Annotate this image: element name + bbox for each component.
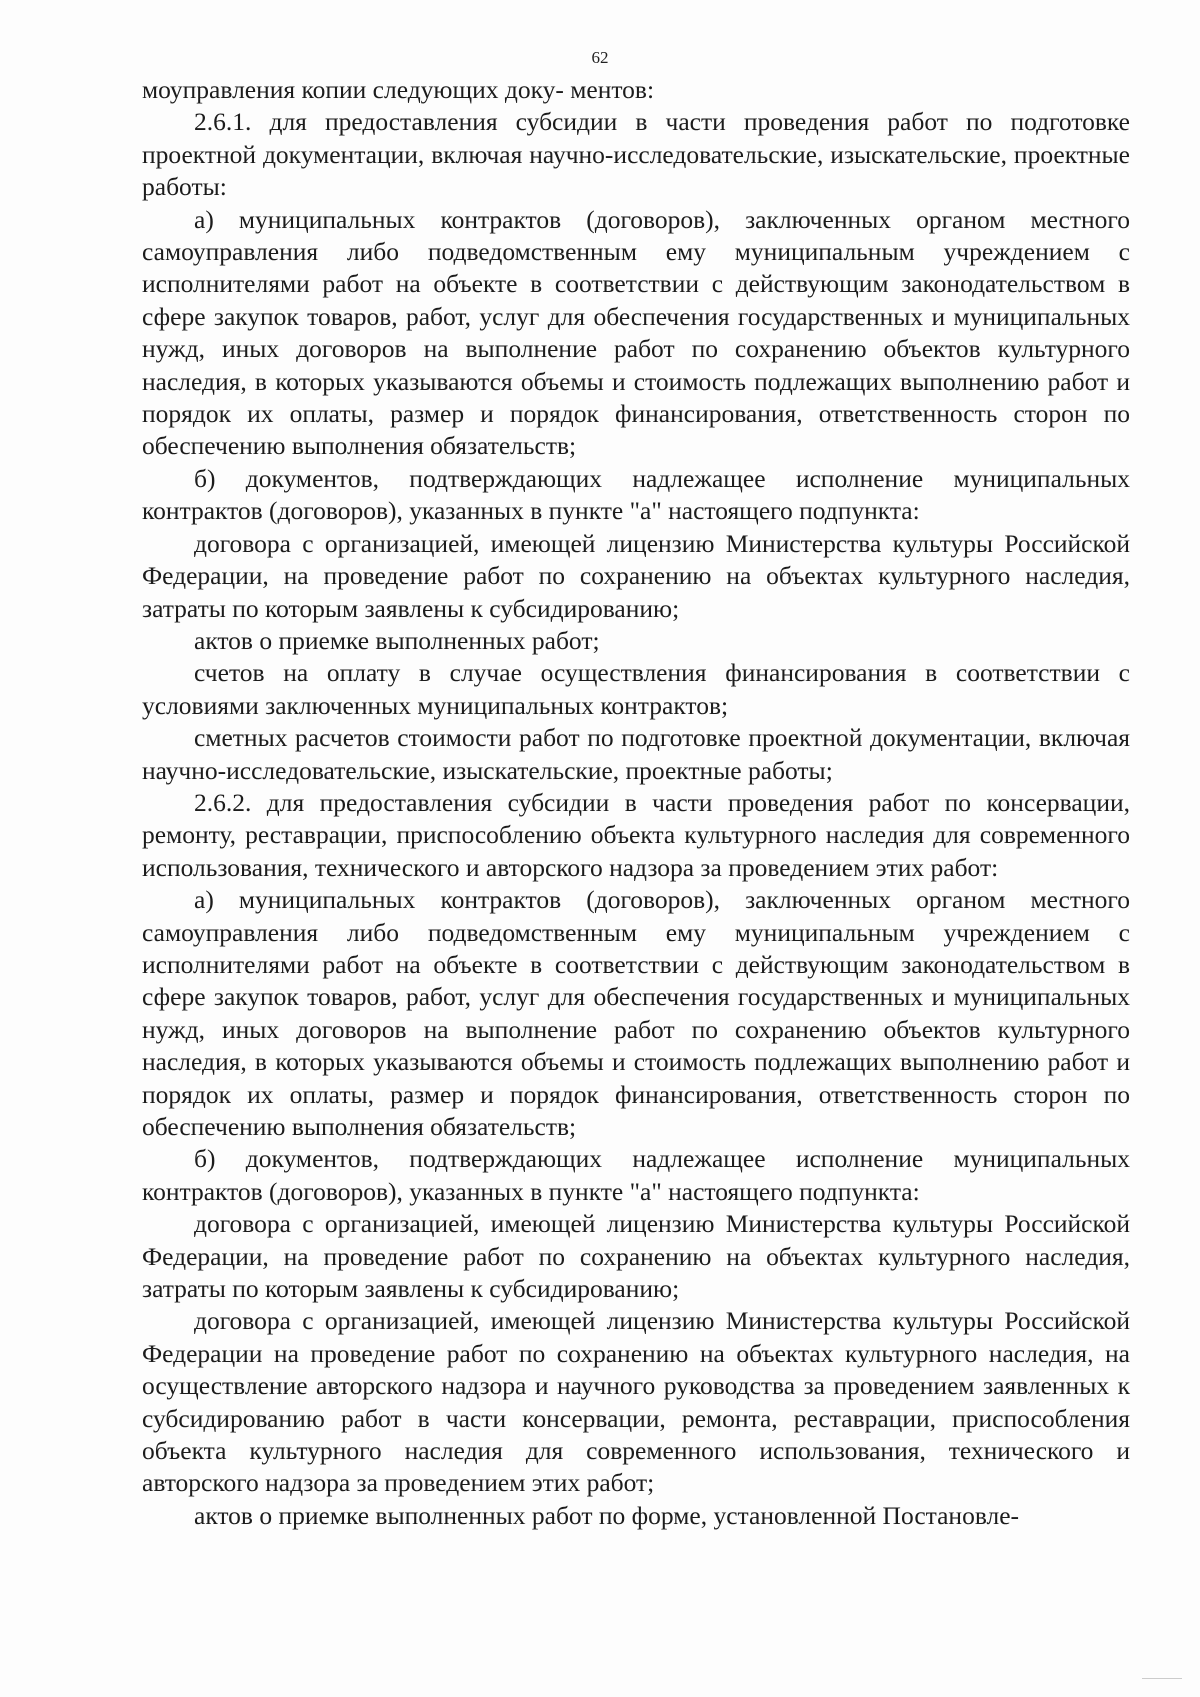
paragraph-2-6-2-heading: 2.6.2. для предоставления субсидии в части проведения работ по консервации, ремонту, реставрации, приспособлению объекта культурного наследия для современного использования, технического и авторского надзора за проведением этих работ: — [142, 787, 1130, 882]
paragraph-2-6-1-heading: 2.6.1. для предоставления субсидии в части проведения работ по подготовке проектной документации, включая научно-исследовательские, изыскательские, проектные работы: — [142, 107, 1130, 202]
paragraph-acceptance-acts-form: актов о приемке выполненных работ по форме, установленной Постановле- — [194, 1500, 1020, 1530]
scan-artifact — [1142, 1678, 1182, 1685]
paragraph-item-b-documents-2: б) документов, подтверждающих надлежащее исполнение муниципальных контрактов (договоров), указанных в пункте "а" настоящего подпункта: — [142, 1144, 1130, 1206]
paragraph-continuation: моуправления копии следующих доку- ментов: — [142, 75, 655, 104]
paragraph-supervision-contract: договора с организацией, имеющей лицензию Министерства культуры Российской Федерации на проведение работ по сохранению на объектах культурного наследия, на осуществление авторского надзора и научного руководства за проведением заявленных к субсидированию работ в части консервации, ремонта, реставрации, приспособления объекта культурного наследия для современного использования, технического и авторского надзора за проведением этих работ; — [142, 1306, 1130, 1498]
page-number: 62 — [591, 48, 609, 67]
paragraph-acceptance-acts: актов о приемке выполненных работ; — [194, 625, 600, 655]
paragraph-item-a-contracts-2: а) муниципальных контрактов (договоров), заключенных органом местного самоуправления либо подведомственным ему муниципальным учреждением с исполнителями работ на объекте в соответствии с действующим законодательством в сфере закупок товаров, работ, услуг для обеспечения государственных и муниципальных нужд, иных договоров на выполнение работ по сохранению объектов культурного наследия, в которых указываются объемы и стоимость подлежащих выполнению работ и порядок их оплаты, размер и порядок финансирования, ответственность сторон по обеспечению выполнения обязательств; — [142, 885, 1130, 1141]
paragraph-invoices: счетов на оплату в случае осуществления финансирования в соответствии с условиями заключенных муниципальных контрактов; — [142, 658, 1130, 720]
document-body — [142, 74, 1130, 1532]
paragraph-item-b-documents: б) документов, подтверждающих надлежащее исполнение муниципальных контрактов (договоров), указанных в пункте "а" настоящего подпункта: — [142, 463, 1130, 526]
paragraph-estimates: сметных расчетов стоимости работ по подготовке проектной документации, включая научно-исследовательские, изыскательские, проектные работы; — [142, 723, 1130, 785]
paragraph-license-contract: договора с организацией, имеющей лицензию Министерства культуры Российской Федерации, на проведение работ по сохранению на объектах культурного наследия, затраты по которым заявлены к субсидированию; — [142, 528, 1130, 623]
paragraph-license-contract-2: договора с организацией, имеющей лицензию Министерства культуры Российской Федерации, на проведение работ по сохранению на объектах культурного наследия, затраты по которым заявлены к субсидированию; — [142, 1209, 1130, 1304]
paragraph-item-a-contracts: а) муниципальных контрактов (договоров), заключенных органом местного самоуправления либо подведомственным ему муниципальным учреждением с исполнителями работ на объекте в соответствии с действующим законодательством в сфере закупок товаров, работ, услуг для обеспечения государственных и муниципальных нужд, иных договоров на выполнение работ по сохранению объектов культурного наследия, в которых указываются объемы и стоимость подлежащих выполнению работ и порядок их оплаты, размер и порядок финансирования, ответственность сторон по обеспечению выполнения обязательств; — [142, 204, 1130, 461]
